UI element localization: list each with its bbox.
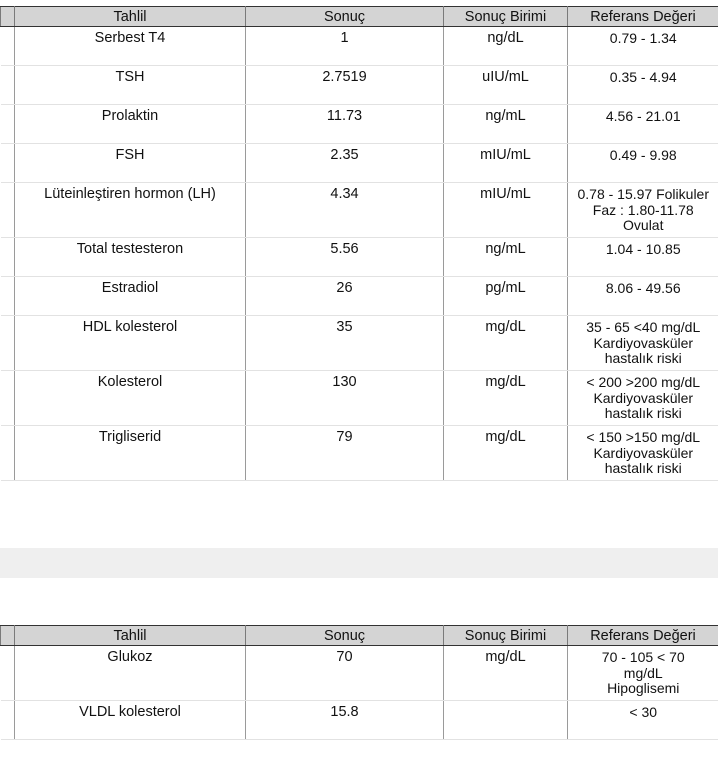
test-result: 4.34 — [246, 183, 444, 238]
page-separator — [0, 548, 718, 578]
table-header-row — [1, 7, 718, 27]
test-reference: 35 - 65 <40 mg/dL Kardiyovasküler hastalık riski — [568, 316, 718, 371]
test-reference: < 30 — [568, 701, 718, 740]
test-name: Kolesterol — [15, 371, 246, 426]
header-spacer — [1, 7, 15, 27]
test-unit: mg/dL — [444, 646, 568, 701]
test-name: Lüteinleştiren hormon (LH) — [15, 183, 246, 238]
test-unit: mIU/mL — [444, 183, 568, 238]
test-unit: mg/dL — [444, 371, 568, 426]
table-row — [1, 277, 718, 316]
test-name: Glukoz — [15, 646, 246, 701]
table-row — [1, 646, 718, 701]
test-name: Serbest T4 — [15, 27, 246, 66]
results-table-2 — [0, 625, 718, 740]
table-row — [1, 426, 718, 481]
table-row — [1, 144, 718, 183]
header-unit: Sonuç Birimi — [444, 626, 568, 646]
test-unit: ng/mL — [444, 105, 568, 144]
test-name: Trigliserid — [15, 426, 246, 481]
test-reference: 0.78 - 15.97 Folikuler Faz : 1.80-11.78 Ovulat — [568, 183, 718, 238]
results-table-1 — [0, 6, 718, 481]
test-unit: mg/dL — [444, 316, 568, 371]
test-reference: 0.49 - 9.98 — [568, 144, 718, 183]
test-name: HDL kolesterol — [15, 316, 246, 371]
test-result: 1 — [246, 27, 444, 66]
header-reference: Referans Değeri — [568, 626, 718, 646]
header-test: Tahlil — [15, 626, 246, 646]
test-result: 15.8 — [246, 701, 444, 740]
table-row — [1, 701, 718, 740]
table-header-row — [1, 626, 718, 646]
test-result: 2.7519 — [246, 66, 444, 105]
header-unit: Sonuç Birimi — [444, 7, 568, 27]
test-name: FSH — [15, 144, 246, 183]
test-reference: 4.56 - 21.01 — [568, 105, 718, 144]
test-result: 5.56 — [246, 238, 444, 277]
test-name: Prolaktin — [15, 105, 246, 144]
test-result: 130 — [246, 371, 444, 426]
test-name: Estradiol — [15, 277, 246, 316]
test-reference: 70 - 105 < 70 mg/dL Hipoglisemi — [568, 646, 718, 701]
header-test: Tahlil — [15, 7, 246, 27]
test-reference: 1.04 - 10.85 — [568, 238, 718, 277]
report-sheet-2 — [0, 578, 718, 768]
table-row — [1, 66, 718, 105]
test-name: TSH — [15, 66, 246, 105]
test-result: 79 — [246, 426, 444, 481]
table-row — [1, 27, 718, 66]
test-name: VLDL kolesterol — [15, 701, 246, 740]
test-unit: ng/dL — [444, 27, 568, 66]
test-unit: mIU/mL — [444, 144, 568, 183]
header-spacer — [1, 626, 15, 646]
table-row — [1, 316, 718, 371]
test-result: 70 — [246, 646, 444, 701]
test-result: 35 — [246, 316, 444, 371]
test-result: 26 — [246, 277, 444, 316]
header-result: Sonuç — [246, 626, 444, 646]
test-reference: 8.06 - 49.56 — [568, 277, 718, 316]
test-unit: uIU/mL — [444, 66, 568, 105]
table-row — [1, 371, 718, 426]
test-reference: < 150 >150 mg/dL Kardiyovasküler hastalık riski — [568, 426, 718, 481]
test-unit: mg/dL — [444, 426, 568, 481]
test-unit: ng/mL — [444, 238, 568, 277]
table-row — [1, 105, 718, 144]
test-reference: 0.35 - 4.94 — [568, 66, 718, 105]
test-unit: pg/mL — [444, 277, 568, 316]
test-result: 11.73 — [246, 105, 444, 144]
header-result: Sonuç — [246, 7, 444, 27]
test-result: 2.35 — [246, 144, 444, 183]
header-reference: Referans Değeri — [568, 7, 718, 27]
test-reference: < 200 >200 mg/dL Kardiyovasküler hastalık riski — [568, 371, 718, 426]
test-name: Total testesteron — [15, 238, 246, 277]
test-reference: 0.79 - 1.34 — [568, 27, 718, 66]
test-unit — [444, 701, 568, 740]
table-row — [1, 183, 718, 238]
table-row — [1, 238, 718, 277]
